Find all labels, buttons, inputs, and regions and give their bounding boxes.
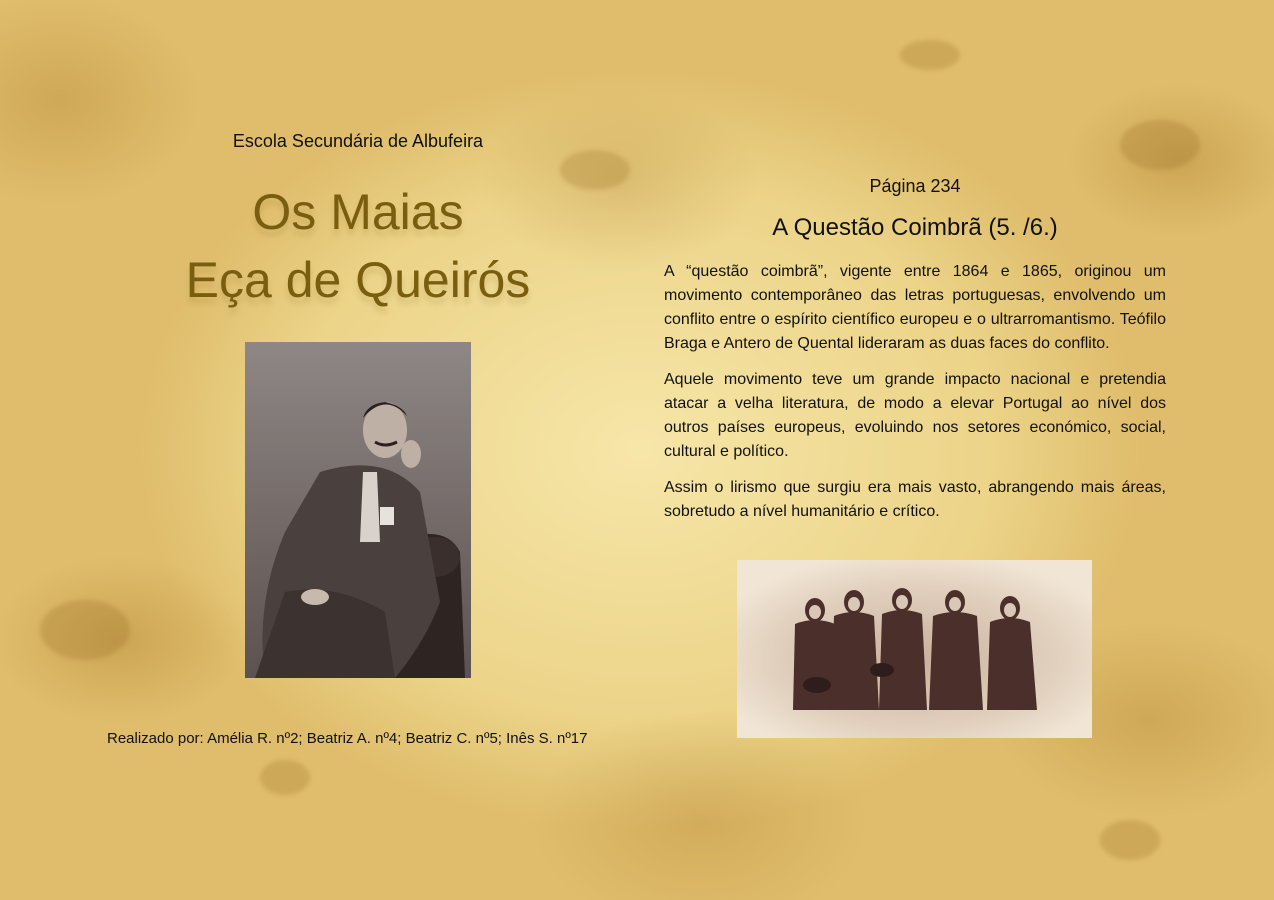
body-text bbox=[664, 260, 1166, 536]
section-title: A Questão Coimbrã (5. /6.) bbox=[772, 214, 1058, 241]
group-photo bbox=[737, 560, 1092, 738]
page-number: Página 234 bbox=[869, 176, 961, 196]
title-line-1: Os Maias bbox=[252, 184, 464, 240]
paragraph: Aquele movimento teve um grande impacto nacional e pretendia atacar a velha literatura, de modo a elevar Portugal ao nível dos outros países europeus, evoluindo nos setores económico, social, cultural e político. bbox=[664, 371, 1166, 460]
paragraph: A “questão coimbrã”, vigente entre 1864 e 1865, originou um movimento contemporâneo das letras portuguesas, envolvendo um conflito entre o espírito científico europeu e o ultrarromantismo. Teófilo Braga e Antero de Quental lideraram as duas faces do conflito. bbox=[664, 263, 1166, 352]
book-title bbox=[0, 178, 716, 314]
title-line-2: Eça de Queirós bbox=[185, 252, 531, 308]
paragraph: Assim o lirismo que surgiu era mais vasto, abrangendo mais áreas, sobretudo a nível humanitário e crítico. bbox=[664, 479, 1166, 520]
school-name: Escola Secundária de Albufeira bbox=[232, 131, 484, 151]
author-portrait bbox=[245, 342, 471, 678]
credits: Realizado por: Amélia R. nº2; Beatriz A. nº4; Beatriz C. nº5; Inês S. nº17 bbox=[107, 730, 588, 747]
